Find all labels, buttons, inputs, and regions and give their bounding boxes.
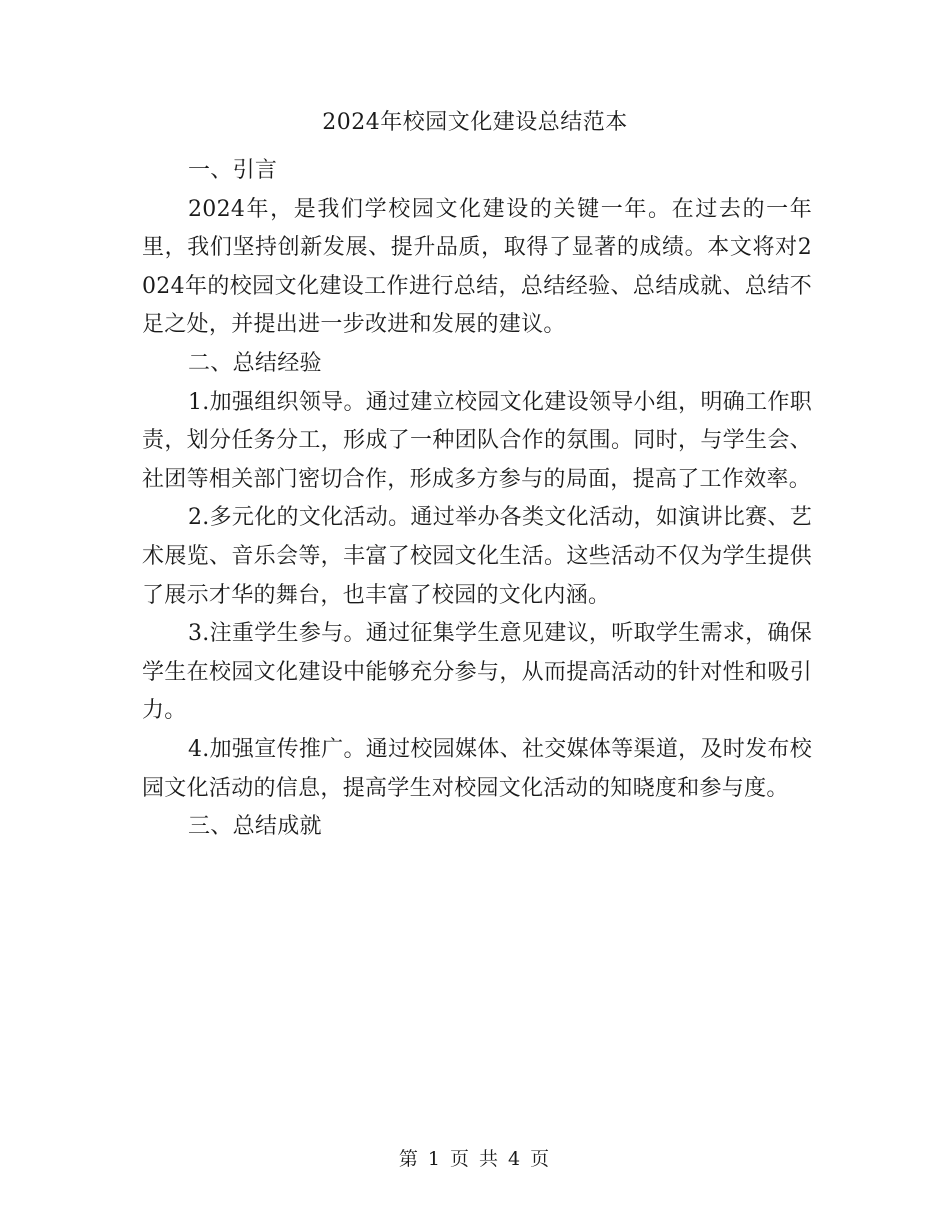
paragraph-experience-3: 3.注重学生参与。通过征集学生意见建议，听取学生需求，确保学生在校园文化建设中能够充分参与，从而提高活动的针对性和吸引力。 xyxy=(142,621,812,724)
section-heading-experience: 二、总结经验 xyxy=(188,350,322,376)
paragraph-experience-4: 4.加强宣传推广。通过校园媒体、社交媒体等渠道，及时发布校园文化活动的信息，提高学生对校园文化活动的知晓度和参与度。 xyxy=(142,736,812,801)
document-title: 2024年校园文化建设总结范本 xyxy=(322,110,628,135)
paragraph-experience-2: 2.多元化的文化活动。通过举办各类文化活动，如演讲比赛、艺术展览、音乐会等，丰富了校园文化生活。这些活动不仅为学生提供了展示才华的舞台，也丰富了校园的文化内涵。 xyxy=(142,505,812,608)
paragraph-intro: 2024年，是我们学校园文化建设的关键一年。在过去的一年里，我们坚持创新发展、提升品质，取得了显著的成绩。本文将对2024年的校园文化建设工作进行总结，总结经验、总结成就、总结不足之处，并提出进一步改进和发展的建议。 xyxy=(142,196,812,338)
document-body xyxy=(142,152,812,847)
page-number-footer: 第 1 页 共 4 页 xyxy=(398,1148,552,1170)
section-heading-intro: 一、引言 xyxy=(188,158,278,183)
paragraph-experience-1: 1.加强组织领导。通过建立校园文化建设领导小组，明确工作职责，划分任务分工，形成了一种团队合作的氛围。同时，与学生会、社团等相关部门密切合作，形成多方参与的局面，提高了工作效率。 xyxy=(142,389,812,492)
section-heading-achievements: 三、总结成就 xyxy=(188,814,322,840)
